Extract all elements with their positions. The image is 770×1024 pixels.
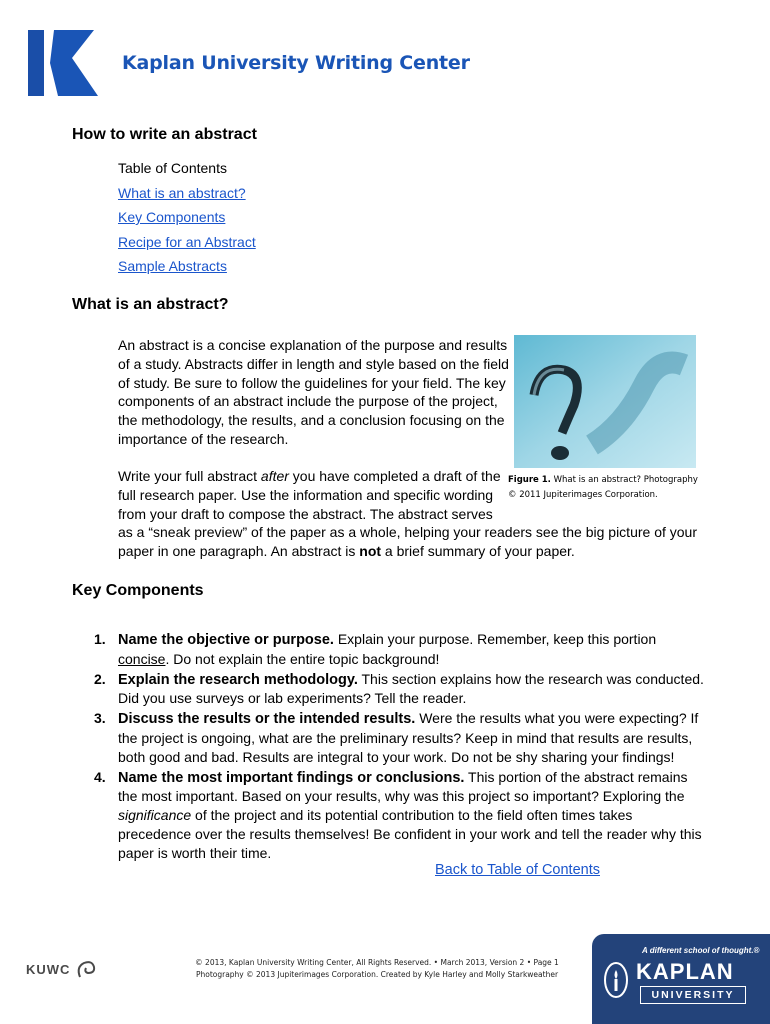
heading-what-is: What is an abstract? [72,296,229,313]
list-text: of the project and its potential contribution to the field often times takes precedence over the results themselves! Be confident in your work and tell the reader why this paper is worth their time. [118,807,702,861]
kaplan-university-logo [592,934,770,1024]
table-of-contents [118,156,256,279]
list-lead: Discuss the results or the intended results. [118,711,416,728]
text-segment: a brief summary of your paper. [381,543,575,560]
figure-label: Figure 1. [508,475,551,485]
list-text: Explain your purpose. Remember, keep this portion [333,631,657,647]
list-item [94,709,704,766]
figure-caption-text: What is an abstract? Photography © 2011 Jupiterimages Corporation. [508,475,698,500]
page-title: Kaplan University Writing Center [122,52,470,74]
list-number: 2. [94,670,106,687]
list-text: This portion of the abstract remains the most important. Based on your results, why was this project so important? Exploring the [118,768,688,805]
emphasis-after: after [260,468,289,484]
list-text: . Do not explain the entire topic background! [165,650,440,667]
list-lead: Name the most important findings or conclusions. [118,769,465,786]
underline-concise: concise [118,650,166,667]
key-components-list [94,630,704,864]
list-lead: Name the objective or purpose. [118,632,334,648]
list-lead: Explain the research methodology. [118,671,358,688]
figure-caption [508,473,708,503]
back-to-toc-link[interactable]: Back to Table of Contents [435,862,600,878]
torch-seal-icon [604,962,628,998]
footer-line-1: © 2013, Kaplan University Writing Center, All Rights Reserved. • March 2013, Version 2 • Page 1 [195,958,559,967]
list-number: 3. [94,710,106,727]
list-item [94,630,704,669]
kaplan-tagline: A different school of thought.® [642,946,760,955]
footer-copyright [182,957,572,981]
university-wordmark: UNIVERSITY [640,986,746,1004]
swirl-icon [74,957,98,981]
question-mark-photo [514,335,696,468]
list-item [94,670,704,709]
toc-link-what-is[interactable]: What is an abstract? [118,184,246,201]
toc-link-samples[interactable]: Sample Abstracts [118,258,227,274]
kuwc-logo [26,957,101,983]
emphasis-not: not [359,543,382,560]
text-segment: you have completed a draft of the full research paper. Use the information and specific wording from your draft to compose the abstract. The abstract serves as a “sneak preview” of the paper as a whole, helping your readers see the big picture of your paper in one paragraph. An abstract is [118,468,697,560]
heading-key-components: Key Components [72,582,204,599]
toc-link-recipe[interactable]: Recipe for an Abstract [118,233,256,250]
list-item [94,768,704,863]
paragraph-definition: An abstract is a concise explanation of the purpose and results of a study. Abstracts differ in length and style based on the field of study. Be sure to follow the guidelines for your field. The key components of an abstract include the purpose of the project, the methodology, the results, and a conclusion focusing on the importance of the research. [118,337,509,447]
kuwc-text: KUWC [26,962,71,977]
list-number: 4. [94,768,106,785]
list-text: This section explains how the research was conducted. Did you use surveys or lab experiments? Tell the reader. [118,670,704,707]
text-segment: Write your full abstract [118,468,261,484]
toc-link-key-components[interactable]: Key Components [118,209,226,225]
emphasis-significance: significance [118,807,192,824]
heading-how-to: How to write an abstract [72,126,257,143]
footer-line-2: Photography © 2013 Jupiterimages Corporation. Created by Kyle Harley and Molly Starkweather [195,970,559,979]
list-number: 1. [94,631,106,647]
kaplan-k-logo [28,30,98,96]
kaplan-wordmark: KAPLAN [636,959,734,984]
list-text: Were the results what you were expecting? If the project is ongoing, what are the preliminary results? Keep in mind that results are results, both good and bad. Results are integral to your work. Do not be shy sharing your findings! [118,710,699,765]
toc-label: Table of Contents [118,160,227,176]
